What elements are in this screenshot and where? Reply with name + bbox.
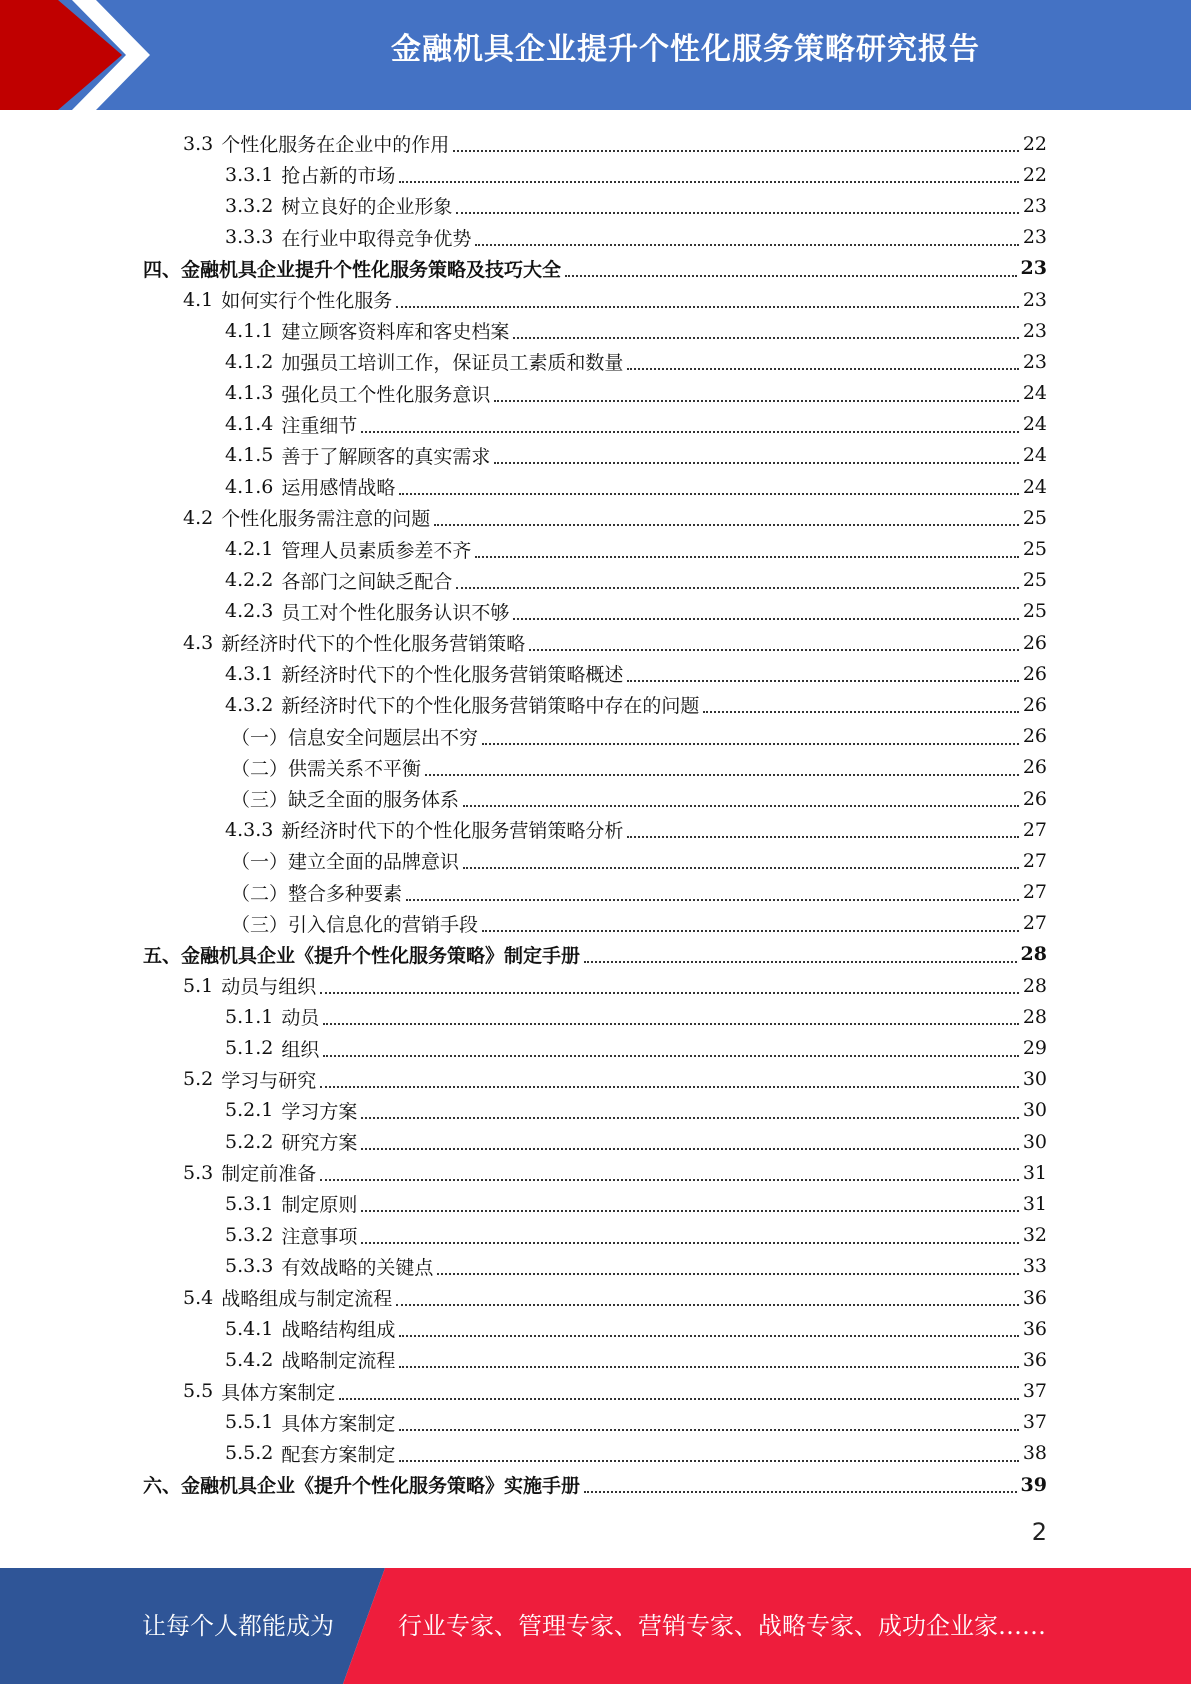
toc-entry[interactable]	[143, 721, 1047, 752]
toc-entry-page: 31	[1022, 1161, 1047, 1184]
toc-entry-title: 新经济时代下的个性化服务营销策略	[221, 633, 526, 656]
toc-entry-title: 配套方案制定	[281, 1443, 396, 1466]
toc-entry-number: 5.2.2	[225, 1130, 274, 1153]
toc-entry-title: （一）建立全面的品牌意识	[231, 851, 460, 874]
toc-entry-title: （一）信息安全问题层出不穷	[231, 726, 479, 749]
toc-entry-title: 员工对个性化服务认识不够	[281, 601, 510, 624]
toc-entry-page: 30	[1022, 1130, 1047, 1153]
toc-dot-leader	[399, 1459, 1018, 1462]
toc-entry-page: 23	[1022, 288, 1047, 311]
toc-entry-number: 4.3	[183, 631, 214, 654]
toc-entry-title: 战略制定流程	[281, 1350, 396, 1373]
toc-entry[interactable]	[143, 533, 1047, 564]
toc-entry-number: 4.2.2	[225, 569, 274, 592]
toc-entry-number: 4.1.5	[225, 444, 274, 467]
toc-entry-number: 5.5.1	[225, 1411, 274, 1434]
toc-dot-leader	[406, 898, 1019, 901]
toc-entry-page: 26	[1022, 631, 1047, 654]
toc-entry[interactable]	[143, 1376, 1047, 1407]
toc-entry-number: 3.3.3	[225, 226, 274, 249]
page-footer	[0, 1568, 1191, 1684]
toc-entry-page: 31	[1022, 1192, 1047, 1215]
toc-entry-number: 4.1.4	[225, 413, 274, 436]
toc-entry-title: 个性化服务在企业中的作用	[221, 134, 450, 157]
toc-entry[interactable]	[143, 315, 1047, 346]
toc-dot-leader	[513, 617, 1018, 620]
toc-entry-page: 30	[1022, 1068, 1047, 1091]
toc-dot-leader	[482, 742, 1019, 745]
toc-dot-leader	[361, 1241, 1018, 1244]
toc-dot-leader	[399, 492, 1018, 495]
toc-entry-number: 4.2.1	[225, 538, 274, 561]
report-title: 金融机具企业提升个性化服务策略研究报告	[391, 32, 980, 67]
toc-entry[interactable]	[143, 378, 1047, 409]
toc-entry[interactable]	[143, 1157, 1047, 1188]
toc-entry-page: 23	[1022, 350, 1047, 373]
toc-entry-page: 37	[1022, 1411, 1047, 1434]
toc-entry-title: 加强员工培训工作，保证员工素质和数量	[281, 352, 624, 375]
toc-entry[interactable]	[143, 1344, 1047, 1375]
toc-entry[interactable]	[143, 346, 1047, 377]
toc-dot-leader	[437, 1272, 1018, 1275]
toc-entry-title: 战略组成与制定流程	[221, 1288, 393, 1311]
toc-entry-title: 新经济时代下的个性化服务营销策略中存在的问题	[281, 695, 700, 718]
toc-dot-leader	[396, 1303, 1019, 1306]
toc-entry-page: 23	[1022, 194, 1047, 217]
toc-entry-title: （三）缺乏全面的服务体系	[231, 789, 460, 812]
toc-entry-page: 28	[1022, 1005, 1047, 1028]
toc-entry-title: 新经济时代下的个性化服务营销策略分析	[281, 820, 624, 843]
toc-entry-title: 战略结构组成	[281, 1319, 396, 1342]
toc-entry-number: 4.2.3	[225, 600, 274, 623]
toc-entry[interactable]	[143, 658, 1047, 689]
toc-dot-leader	[361, 430, 1018, 433]
toc-dot-leader	[627, 367, 1018, 370]
toc-entry[interactable]	[143, 502, 1047, 533]
toc-dot-leader	[320, 1178, 1019, 1181]
toc-entry-title: 具体方案制定	[281, 1412, 396, 1435]
toc-entry-number: 5.4	[183, 1286, 214, 1309]
toc-entry-page: 32	[1022, 1224, 1047, 1247]
toc-entry-number: 5.5	[183, 1380, 214, 1403]
toc-entry-page: 26	[1022, 787, 1047, 810]
toc-dot-leader	[494, 461, 1018, 464]
toc-entry[interactable]	[143, 440, 1047, 471]
footer-slogan-left: 让每个人都能成为	[142, 1612, 334, 1640]
toc-dot-leader	[361, 1209, 1018, 1212]
toc-entry-page: 24	[1022, 475, 1047, 498]
toc-entry[interactable]	[143, 596, 1047, 627]
toc-entry-title: 运用感情战略	[281, 477, 396, 500]
toc-entry-page: 30	[1022, 1099, 1047, 1122]
toc-dot-leader	[513, 336, 1018, 339]
toc-entry-page: 36	[1022, 1286, 1047, 1309]
toc-entry-page: 23	[1020, 257, 1047, 280]
toc-entry-page: 22	[1022, 163, 1047, 186]
toc-entry-title: 注意事项	[281, 1225, 358, 1248]
toc-entry-page: 39	[1020, 1473, 1047, 1496]
table-of-contents	[143, 128, 1047, 1500]
toc-entry[interactable]	[143, 471, 1047, 502]
toc-entry[interactable]	[143, 1438, 1047, 1469]
toc-dot-leader	[475, 555, 1018, 558]
toc-entry-page: 25	[1022, 538, 1047, 561]
toc-entry-page: 37	[1022, 1380, 1047, 1403]
toc-entry-page: 27	[1022, 881, 1047, 904]
toc-dot-leader	[453, 149, 1019, 152]
toc-dot-leader	[361, 1116, 1018, 1119]
toc-entry[interactable]	[143, 1407, 1047, 1438]
toc-entry-title: 五、金融机具企业《提升个性化服务策略》制定手册	[143, 944, 581, 967]
toc-dot-leader	[463, 804, 1019, 807]
toc-dot-leader	[703, 710, 1018, 713]
toc-entry[interactable]	[143, 409, 1047, 440]
toc-entry-number: 4.1	[183, 288, 214, 311]
toc-entry-title: 如何实行个性化服务	[221, 290, 393, 313]
toc-entry-title: （二）整合多种要素	[231, 882, 403, 905]
toc-entry-number: 4.2	[183, 506, 214, 529]
toc-entry-title: 注重细节	[281, 414, 358, 437]
toc-entry-title: 制定前准备	[221, 1163, 317, 1186]
toc-entry-title: 抢占新的市场	[281, 165, 396, 188]
toc-entry-title: 制定原则	[281, 1194, 358, 1217]
toc-entry-number: 5.1.1	[225, 1005, 274, 1028]
toc-entry-title: 组织	[281, 1038, 320, 1061]
toc-entry-title: 各部门之间缺乏配合	[281, 570, 453, 593]
toc-entry-page: 24	[1022, 413, 1047, 436]
toc-dot-leader	[399, 1428, 1018, 1431]
toc-dot-leader	[399, 1334, 1018, 1337]
toc-entry[interactable]	[143, 1126, 1047, 1157]
toc-entry-title: 研究方案	[281, 1132, 358, 1155]
toc-dot-leader	[323, 1054, 1018, 1057]
toc-entry-number: 3.3	[183, 132, 214, 155]
toc-entry[interactable]	[143, 845, 1047, 876]
toc-entry[interactable]	[143, 908, 1047, 939]
toc-entry-title: 个性化服务需注意的问题	[221, 508, 431, 531]
toc-entry-page: 22	[1022, 132, 1047, 155]
toc-entry-page: 27	[1022, 818, 1047, 841]
toc-entry-title: 树立良好的企业形象	[281, 196, 453, 219]
toc-entry[interactable]	[143, 783, 1047, 814]
toc-entry-title: 强化员工个性化服务意识	[281, 383, 491, 406]
toc-entry[interactable]	[143, 1095, 1047, 1126]
toc-dot-leader	[434, 523, 1019, 526]
toc-entry-number: 5.4.2	[225, 1348, 274, 1371]
toc-entry-number: 3.3.2	[225, 194, 274, 217]
toc-entry-page: 28	[1020, 943, 1047, 966]
toc-entry[interactable]	[143, 565, 1047, 596]
toc-entry-number: 3.3.1	[225, 163, 274, 186]
toc-entry[interactable]	[143, 128, 1047, 159]
toc-entry[interactable]	[143, 1469, 1047, 1500]
toc-entry-page: 26	[1022, 756, 1047, 779]
footer-slogan-right: 行业专家、管理专家、营销专家、战略专家、成功企业家……	[398, 1612, 1046, 1640]
toc-dot-leader	[323, 1022, 1018, 1025]
toc-entry-number: 4.3.2	[225, 693, 274, 716]
toc-entry-title: 六、金融机具企业《提升个性化服务策略》实施手册	[143, 1475, 581, 1498]
toc-entry-page: 23	[1022, 226, 1047, 249]
toc-dot-leader	[565, 274, 1017, 277]
toc-entry-page: 26	[1022, 693, 1047, 716]
toc-entry-number: 5.3.3	[225, 1255, 274, 1278]
toc-entry-number: 4.1.1	[225, 319, 274, 342]
toc-entry-number: 5.3	[183, 1161, 214, 1184]
toc-entry[interactable]	[143, 1251, 1047, 1282]
toc-entry-title: 建立顾客资料库和客史档案	[281, 321, 510, 344]
toc-entry[interactable]	[143, 1032, 1047, 1063]
toc-entry-page: 27	[1022, 912, 1047, 935]
toc-entry[interactable]	[143, 253, 1047, 284]
toc-dot-leader	[584, 1490, 1017, 1493]
toc-dot-leader	[494, 399, 1018, 402]
toc-entry-number: 4.1.2	[225, 350, 274, 373]
toc-entry-page: 25	[1022, 569, 1047, 592]
toc-entry-title: 学习方案	[281, 1100, 358, 1123]
toc-entry-number: 5.3.1	[225, 1192, 274, 1215]
toc-entry-page: 23	[1022, 319, 1047, 342]
toc-entry[interactable]	[143, 159, 1047, 190]
toc-entry-page: 36	[1022, 1348, 1047, 1371]
toc-dot-leader	[584, 960, 1017, 963]
toc-entry-number: 5.1	[183, 974, 214, 997]
toc-dot-leader	[456, 211, 1018, 214]
toc-entry[interactable]	[143, 877, 1047, 908]
toc-entry-number: 4.3.3	[225, 818, 274, 841]
toc-entry-number: 5.5.2	[225, 1442, 274, 1465]
toc-entry[interactable]	[143, 752, 1047, 783]
toc-entry-title: （二）供需关系不平衡	[231, 757, 422, 780]
toc-entry-page: 36	[1022, 1317, 1047, 1340]
toc-entry-page: 25	[1022, 600, 1047, 623]
toc-entry-title: 管理人员素质参差不齐	[281, 539, 472, 562]
toc-dot-leader	[320, 991, 1019, 994]
toc-entry[interactable]	[143, 689, 1047, 720]
toc-entry-number: 4.1.3	[225, 382, 274, 405]
page-number: 2	[1031, 1518, 1047, 1546]
toc-dot-leader	[482, 929, 1019, 932]
toc-entry-page: 28	[1022, 974, 1047, 997]
toc-entry-number: 5.2.1	[225, 1099, 274, 1122]
toc-entry[interactable]	[143, 1282, 1047, 1313]
toc-dot-leader	[399, 180, 1018, 183]
toc-dot-leader	[529, 648, 1019, 651]
toc-entry-title: 动员	[281, 1007, 320, 1030]
toc-entry[interactable]	[143, 627, 1047, 658]
toc-entry[interactable]	[143, 1313, 1047, 1344]
toc-dot-leader	[456, 586, 1018, 589]
toc-entry[interactable]	[143, 1188, 1047, 1219]
toc-entry-number: 4.3.1	[225, 662, 274, 685]
toc-entry-title: 四、金融机具企业提升个性化服务策略及技巧大全	[143, 258, 562, 281]
toc-entry-page: 26	[1022, 662, 1047, 685]
toc-entry-title: 有效战略的关键点	[281, 1256, 434, 1279]
toc-entry-page: 38	[1022, 1442, 1047, 1465]
toc-dot-leader	[425, 773, 1019, 776]
toc-entry-page: 27	[1022, 849, 1047, 872]
toc-dot-leader	[463, 866, 1019, 869]
toc-entry-number: 5.2	[183, 1068, 214, 1091]
toc-entry-title: 具体方案制定	[221, 1381, 336, 1404]
toc-dot-leader	[320, 1085, 1019, 1088]
toc-entry-page: 24	[1022, 444, 1047, 467]
toc-entry-number: 5.3.2	[225, 1224, 274, 1247]
toc-entry[interactable]	[143, 284, 1047, 315]
toc-entry[interactable]	[143, 814, 1047, 845]
toc-entry[interactable]	[143, 939, 1047, 970]
toc-dot-leader	[399, 1365, 1018, 1368]
toc-entry-number: 4.1.6	[225, 475, 274, 498]
toc-entry-title: （三）引入信息化的营销手段	[231, 913, 479, 936]
toc-dot-leader	[339, 1397, 1019, 1400]
toc-dot-leader	[627, 835, 1018, 838]
toc-entry-number: 5.1.2	[225, 1037, 274, 1060]
page-header	[0, 0, 1191, 110]
toc-entry-title: 新经济时代下的个性化服务营销策略概述	[281, 664, 624, 687]
toc-dot-leader	[627, 679, 1018, 682]
toc-entry[interactable]	[143, 1001, 1047, 1032]
toc-entry-title: 善于了解顾客的真实需求	[281, 445, 491, 468]
toc-dot-leader	[475, 243, 1018, 246]
toc-entry-page: 33	[1022, 1255, 1047, 1278]
toc-entry[interactable]	[143, 1064, 1047, 1095]
toc-entry-title: 动员与组织	[221, 976, 317, 999]
toc-entry-title: 在行业中取得竞争优势	[281, 227, 472, 250]
toc-entry-page: 26	[1022, 725, 1047, 748]
toc-entry-page: 24	[1022, 382, 1047, 405]
toc-entry-title: 学习与研究	[221, 1069, 317, 1092]
toc-dot-leader	[361, 1147, 1018, 1150]
toc-entry[interactable]	[143, 222, 1047, 253]
toc-entry-page: 25	[1022, 506, 1047, 529]
toc-entry[interactable]	[143, 1220, 1047, 1251]
toc-entry[interactable]	[143, 970, 1047, 1001]
toc-entry-number: 5.4.1	[225, 1317, 274, 1340]
toc-entry-page: 29	[1022, 1037, 1047, 1060]
toc-dot-leader	[396, 305, 1019, 308]
toc-entry[interactable]	[143, 190, 1047, 221]
